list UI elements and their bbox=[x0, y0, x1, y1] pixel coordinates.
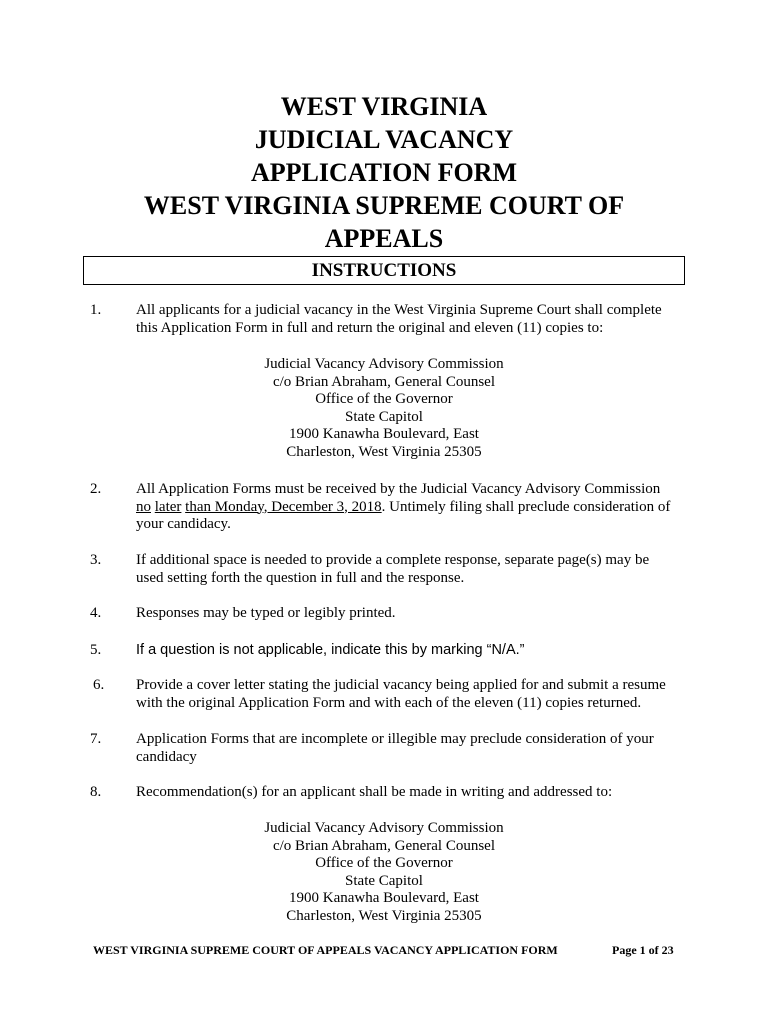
item-number: 5. bbox=[90, 642, 102, 658]
page-title bbox=[0, 90, 768, 255]
item-line: Responses may be typed or legibly printed. bbox=[136, 605, 396, 621]
address-line: Judicial Vacancy Advisory Commission bbox=[264, 820, 504, 836]
footer-title: WEST VIRGINIA SUPREME COURT OF APPEALS VACANCY APPLICATION FORM bbox=[93, 943, 558, 957]
item-line: with the original Application Form and with each of the eleven (11) copies returned. bbox=[136, 694, 642, 711]
item-number: 3. bbox=[90, 552, 102, 568]
address-line: State Capitol bbox=[345, 408, 423, 425]
address-line: Charleston, West Virginia 25305 bbox=[286, 907, 482, 924]
item-line: All applicants for a judicial vacancy in the West Virginia Supreme Court shall complete bbox=[136, 302, 662, 318]
item-line: If additional space is needed to provide a complete response, separate page(s) may be bbox=[136, 552, 650, 568]
item-line: candidacy bbox=[136, 748, 197, 765]
deadline-text: later bbox=[154, 498, 182, 515]
address-block-2 bbox=[0, 820, 768, 926]
address-line: State Capitol bbox=[345, 872, 423, 889]
address-line: Charleston, West Virginia 25305 bbox=[286, 443, 482, 460]
item-text bbox=[136, 731, 696, 766]
item-number: 8. bbox=[90, 784, 102, 800]
address-line: c/o Brian Abraham, General Counsel bbox=[272, 837, 496, 854]
address-block-1 bbox=[0, 356, 768, 462]
item-number: 6. bbox=[93, 677, 105, 693]
title-line: APPLICATION FORM bbox=[250, 158, 517, 187]
item-text bbox=[136, 642, 696, 660]
address-line: c/o Brian Abraham, General Counsel bbox=[272, 373, 496, 390]
title-line: WEST VIRGINIA bbox=[280, 92, 488, 121]
deadline-date: than Monday, December 3, 2018 bbox=[185, 498, 382, 515]
item-line: your candidacy. bbox=[136, 516, 231, 532]
item-number: 7. bbox=[90, 731, 102, 747]
item-text bbox=[136, 784, 696, 802]
page-number: Page 1 of 23 bbox=[612, 943, 674, 957]
item-line: Application Forms that are incomplete or illegible may preclude consideration of your bbox=[136, 731, 654, 747]
instructions-heading: INSTRUCTIONS bbox=[83, 256, 685, 285]
title-line: WEST VIRGINIA SUPREME COURT OF bbox=[143, 191, 625, 220]
item-text bbox=[136, 552, 696, 587]
item-line: Recommendation(s) for an applicant shall be made in writing and addressed to: bbox=[136, 784, 613, 800]
item-line: used setting forth the question in full and the response. bbox=[136, 569, 465, 586]
item-text bbox=[136, 481, 696, 534]
title-line: APPEALS bbox=[324, 224, 444, 253]
item-line bbox=[136, 499, 696, 517]
item-text bbox=[136, 605, 696, 623]
address-line: Judicial Vacancy Advisory Commission bbox=[264, 356, 504, 372]
item-line: If a question is not applicable, indicate this by marking “N/A.” bbox=[136, 642, 525, 658]
item-text bbox=[136, 677, 696, 712]
address-line: Office of the Governor bbox=[315, 855, 453, 872]
item-number: 4. bbox=[90, 605, 102, 621]
address-line: Office of the Governor bbox=[315, 391, 453, 408]
item-line: Provide a cover letter stating the judicial vacancy being applied for and submit a resume bbox=[136, 677, 666, 693]
item-line-rest: . Untimely filing shall preclude consideration of bbox=[381, 498, 671, 515]
address-line: 1900 Kanawha Boulevard, East bbox=[289, 890, 479, 907]
title-line: JUDICIAL VACANCY bbox=[254, 125, 514, 154]
item-text bbox=[136, 302, 696, 337]
deadline-text: no bbox=[136, 498, 151, 515]
item-number: 2. bbox=[90, 481, 102, 497]
item-line: this Application Form in full and return the original and eleven (11) copies to: bbox=[136, 319, 604, 336]
item-line: All Application Forms must be received by the Judicial Vacancy Advisory Commission bbox=[136, 481, 661, 497]
address-line: 1900 Kanawha Boulevard, East bbox=[289, 426, 479, 443]
item-number: 1. bbox=[90, 302, 102, 318]
